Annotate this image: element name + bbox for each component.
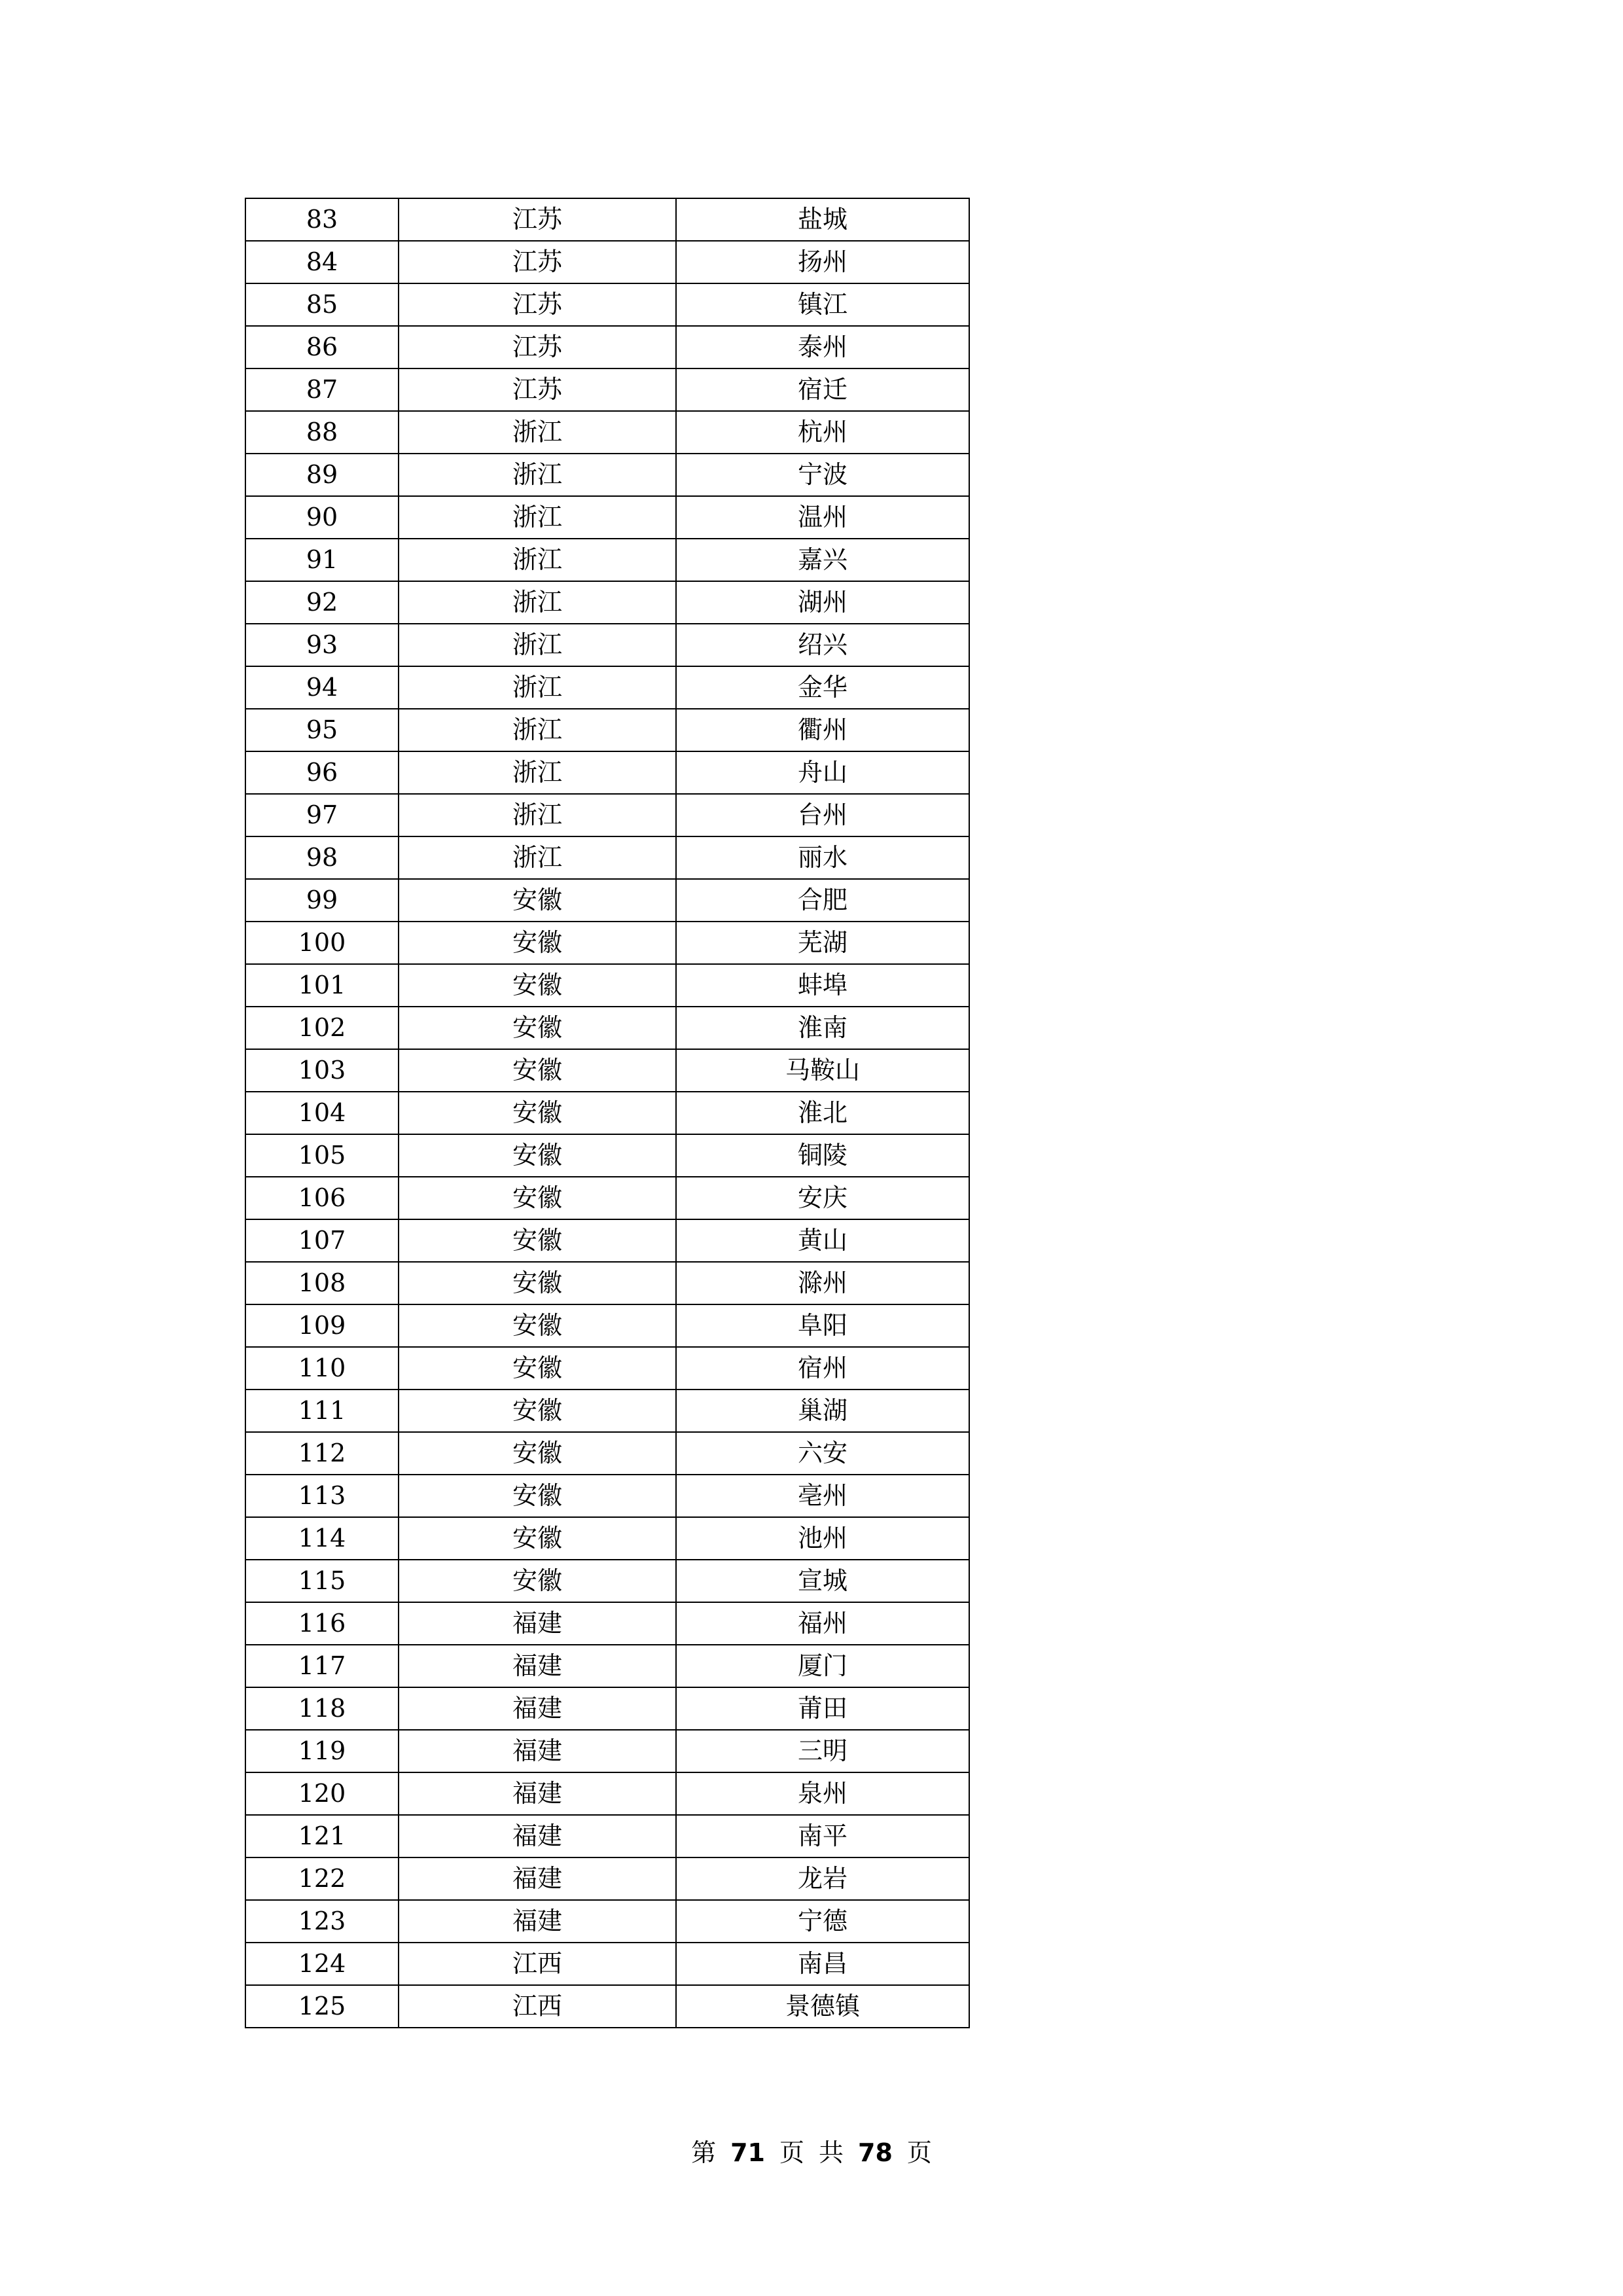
- footer-suffix: 页: [906, 2138, 932, 2167]
- table-row: [245, 1432, 969, 1475]
- city-cell: 温州: [676, 496, 969, 539]
- table-row: [245, 454, 969, 496]
- row-index-cell: 112: [245, 1432, 399, 1475]
- table-body: [245, 198, 969, 2028]
- total-page-number: 78: [858, 2138, 893, 2167]
- province-cell: 浙江: [399, 539, 676, 581]
- province-cell: 安徽: [399, 1219, 676, 1262]
- city-cell: 阜阳: [676, 1304, 969, 1347]
- row-index-cell: 117: [245, 1645, 399, 1687]
- province-cell: 浙江: [399, 454, 676, 496]
- city-cell: 安庆: [676, 1177, 969, 1219]
- city-cell: 宣城: [676, 1560, 969, 1602]
- table-row: [245, 539, 969, 581]
- table-row: [245, 1645, 969, 1687]
- province-cell: 浙江: [399, 751, 676, 794]
- footer-prefix: 第: [691, 2138, 717, 2167]
- row-index-cell: 94: [245, 666, 399, 709]
- city-cell: 绍兴: [676, 624, 969, 666]
- row-index-cell: 93: [245, 624, 399, 666]
- row-index-cell: 125: [245, 1985, 399, 2028]
- table-row: [245, 1304, 969, 1347]
- table-row: [245, 283, 969, 326]
- city-cell: 淮北: [676, 1092, 969, 1134]
- province-cell: 安徽: [399, 1347, 676, 1390]
- city-cell: 湖州: [676, 581, 969, 624]
- province-cell: 安徽: [399, 1560, 676, 1602]
- city-cell: 衢州: [676, 709, 969, 751]
- row-index-cell: 92: [245, 581, 399, 624]
- row-index-cell: 86: [245, 326, 399, 368]
- table-row: [245, 1815, 969, 1857]
- city-cell: 盐城: [676, 198, 969, 241]
- province-cell: 江苏: [399, 198, 676, 241]
- province-cell: 安徽: [399, 1177, 676, 1219]
- city-cell: 蚌埠: [676, 964, 969, 1007]
- city-cell: 池州: [676, 1517, 969, 1560]
- row-index-cell: 111: [245, 1390, 399, 1432]
- row-index-cell: 116: [245, 1602, 399, 1645]
- table-row: [245, 1475, 969, 1517]
- row-index-cell: 122: [245, 1857, 399, 1900]
- table-row: [245, 496, 969, 539]
- city-cell: 铜陵: [676, 1134, 969, 1177]
- table-row: [245, 794, 969, 836]
- province-cell: 安徽: [399, 1432, 676, 1475]
- row-index-cell: 121: [245, 1815, 399, 1857]
- row-index-cell: 96: [245, 751, 399, 794]
- city-cell: 莆田: [676, 1687, 969, 1730]
- table-row: [245, 1857, 969, 1900]
- row-index-cell: 110: [245, 1347, 399, 1390]
- table-row: [245, 751, 969, 794]
- province-cell: 福建: [399, 1687, 676, 1730]
- city-cell: 马鞍山: [676, 1049, 969, 1092]
- city-cell: 金华: [676, 666, 969, 709]
- city-cell: 宿迁: [676, 368, 969, 411]
- city-cell: 巢湖: [676, 1390, 969, 1432]
- province-cell: 江西: [399, 1985, 676, 2028]
- city-cell: 丽水: [676, 836, 969, 879]
- city-cell: 杭州: [676, 411, 969, 454]
- city-cell: 芜湖: [676, 922, 969, 964]
- city-cell: 舟山: [676, 751, 969, 794]
- city-cell: 南平: [676, 1815, 969, 1857]
- table-row: [245, 411, 969, 454]
- province-cell: 江苏: [399, 326, 676, 368]
- row-index-cell: 104: [245, 1092, 399, 1134]
- province-cell: 福建: [399, 1772, 676, 1815]
- table-row: [245, 879, 969, 922]
- province-cell: 福建: [399, 1815, 676, 1857]
- row-index-cell: 120: [245, 1772, 399, 1815]
- city-cell: 黄山: [676, 1219, 969, 1262]
- table-row: [245, 1390, 969, 1432]
- province-cell: 浙江: [399, 411, 676, 454]
- city-cell: 合肥: [676, 879, 969, 922]
- row-index-cell: 83: [245, 198, 399, 241]
- city-table: [245, 198, 970, 2028]
- city-cell: 扬州: [676, 241, 969, 283]
- city-cell: 龙岩: [676, 1857, 969, 1900]
- row-index-cell: 97: [245, 794, 399, 836]
- table-row: [245, 836, 969, 879]
- province-cell: 安徽: [399, 922, 676, 964]
- row-index-cell: 124: [245, 1943, 399, 1985]
- table-row: [245, 1560, 969, 1602]
- province-cell: 江苏: [399, 241, 676, 283]
- city-cell: 厦门: [676, 1645, 969, 1687]
- province-cell: 浙江: [399, 666, 676, 709]
- table-row: [245, 1943, 969, 1985]
- city-cell: 福州: [676, 1602, 969, 1645]
- row-index-cell: 105: [245, 1134, 399, 1177]
- province-cell: 浙江: [399, 794, 676, 836]
- row-index-cell: 115: [245, 1560, 399, 1602]
- province-cell: 浙江: [399, 581, 676, 624]
- city-cell: 三明: [676, 1730, 969, 1772]
- current-page-number: 71: [730, 2138, 765, 2167]
- city-cell: 台州: [676, 794, 969, 836]
- city-cell: 淮南: [676, 1007, 969, 1049]
- table-row: [245, 1347, 969, 1390]
- table-row: [245, 964, 969, 1007]
- city-cell: 嘉兴: [676, 539, 969, 581]
- row-index-cell: 107: [245, 1219, 399, 1262]
- row-index-cell: 84: [245, 241, 399, 283]
- table-row: [245, 666, 969, 709]
- province-cell: 福建: [399, 1900, 676, 1943]
- city-cell: 宁波: [676, 454, 969, 496]
- table-row: [245, 1602, 969, 1645]
- row-index-cell: 103: [245, 1049, 399, 1092]
- province-cell: 江西: [399, 1943, 676, 1985]
- table-row: [245, 1262, 969, 1304]
- province-cell: 浙江: [399, 624, 676, 666]
- table-row: [245, 1730, 969, 1772]
- table-row: [245, 241, 969, 283]
- row-index-cell: 106: [245, 1177, 399, 1219]
- row-index-cell: 113: [245, 1475, 399, 1517]
- city-cell: 南昌: [676, 1943, 969, 1985]
- province-cell: 安徽: [399, 1262, 676, 1304]
- row-index-cell: 88: [245, 411, 399, 454]
- table-row: [245, 1687, 969, 1730]
- row-index-cell: 100: [245, 922, 399, 964]
- row-index-cell: 85: [245, 283, 399, 326]
- city-cell: 镇江: [676, 283, 969, 326]
- table-row: [245, 1049, 969, 1092]
- city-cell: 泰州: [676, 326, 969, 368]
- province-cell: 安徽: [399, 1390, 676, 1432]
- province-cell: 安徽: [399, 1517, 676, 1560]
- row-index-cell: 90: [245, 496, 399, 539]
- city-cell: 泉州: [676, 1772, 969, 1815]
- table-row: [245, 1177, 969, 1219]
- province-cell: 安徽: [399, 1475, 676, 1517]
- table-row: [245, 1517, 969, 1560]
- table-row: [245, 709, 969, 751]
- row-index-cell: 119: [245, 1730, 399, 1772]
- city-cell: 六安: [676, 1432, 969, 1475]
- row-index-cell: 118: [245, 1687, 399, 1730]
- table-row: [245, 1219, 969, 1262]
- city-cell: 滁州: [676, 1262, 969, 1304]
- province-cell: 浙江: [399, 709, 676, 751]
- row-index-cell: 91: [245, 539, 399, 581]
- city-cell: 景德镇: [676, 1985, 969, 2028]
- table-row: [245, 198, 969, 241]
- row-index-cell: 123: [245, 1900, 399, 1943]
- table-row: [245, 1092, 969, 1134]
- page-footer: [0, 2136, 1623, 2169]
- row-index-cell: 98: [245, 836, 399, 879]
- row-index-cell: 87: [245, 368, 399, 411]
- table-row: [245, 1007, 969, 1049]
- row-index-cell: 108: [245, 1262, 399, 1304]
- table-row: [245, 368, 969, 411]
- province-cell: 安徽: [399, 1134, 676, 1177]
- province-cell: 安徽: [399, 1007, 676, 1049]
- city-cell: 宿州: [676, 1347, 969, 1390]
- table-row: [245, 1900, 969, 1943]
- row-index-cell: 101: [245, 964, 399, 1007]
- province-cell: 安徽: [399, 964, 676, 1007]
- province-cell: 安徽: [399, 1049, 676, 1092]
- row-index-cell: 99: [245, 879, 399, 922]
- row-index-cell: 95: [245, 709, 399, 751]
- table-row: [245, 581, 969, 624]
- province-cell: 福建: [399, 1857, 676, 1900]
- province-cell: 浙江: [399, 836, 676, 879]
- table-row: [245, 326, 969, 368]
- footer-total-word: 共: [819, 2138, 844, 2167]
- city-cell: 亳州: [676, 1475, 969, 1517]
- table-row: [245, 1985, 969, 2028]
- footer-page-word: 页: [779, 2138, 804, 2167]
- table-row: [245, 1772, 969, 1815]
- table-row: [245, 922, 969, 964]
- province-cell: 福建: [399, 1645, 676, 1687]
- province-cell: 浙江: [399, 496, 676, 539]
- city-cell: 宁德: [676, 1900, 969, 1943]
- table-row: [245, 624, 969, 666]
- province-cell: 江苏: [399, 368, 676, 411]
- row-index-cell: 102: [245, 1007, 399, 1049]
- province-cell: 安徽: [399, 1092, 676, 1134]
- province-cell: 安徽: [399, 1304, 676, 1347]
- province-cell: 福建: [399, 1730, 676, 1772]
- row-index-cell: 109: [245, 1304, 399, 1347]
- province-cell: 江苏: [399, 283, 676, 326]
- province-cell: 安徽: [399, 879, 676, 922]
- row-index-cell: 89: [245, 454, 399, 496]
- province-cell: 福建: [399, 1602, 676, 1645]
- row-index-cell: 114: [245, 1517, 399, 1560]
- table-row: [245, 1134, 969, 1177]
